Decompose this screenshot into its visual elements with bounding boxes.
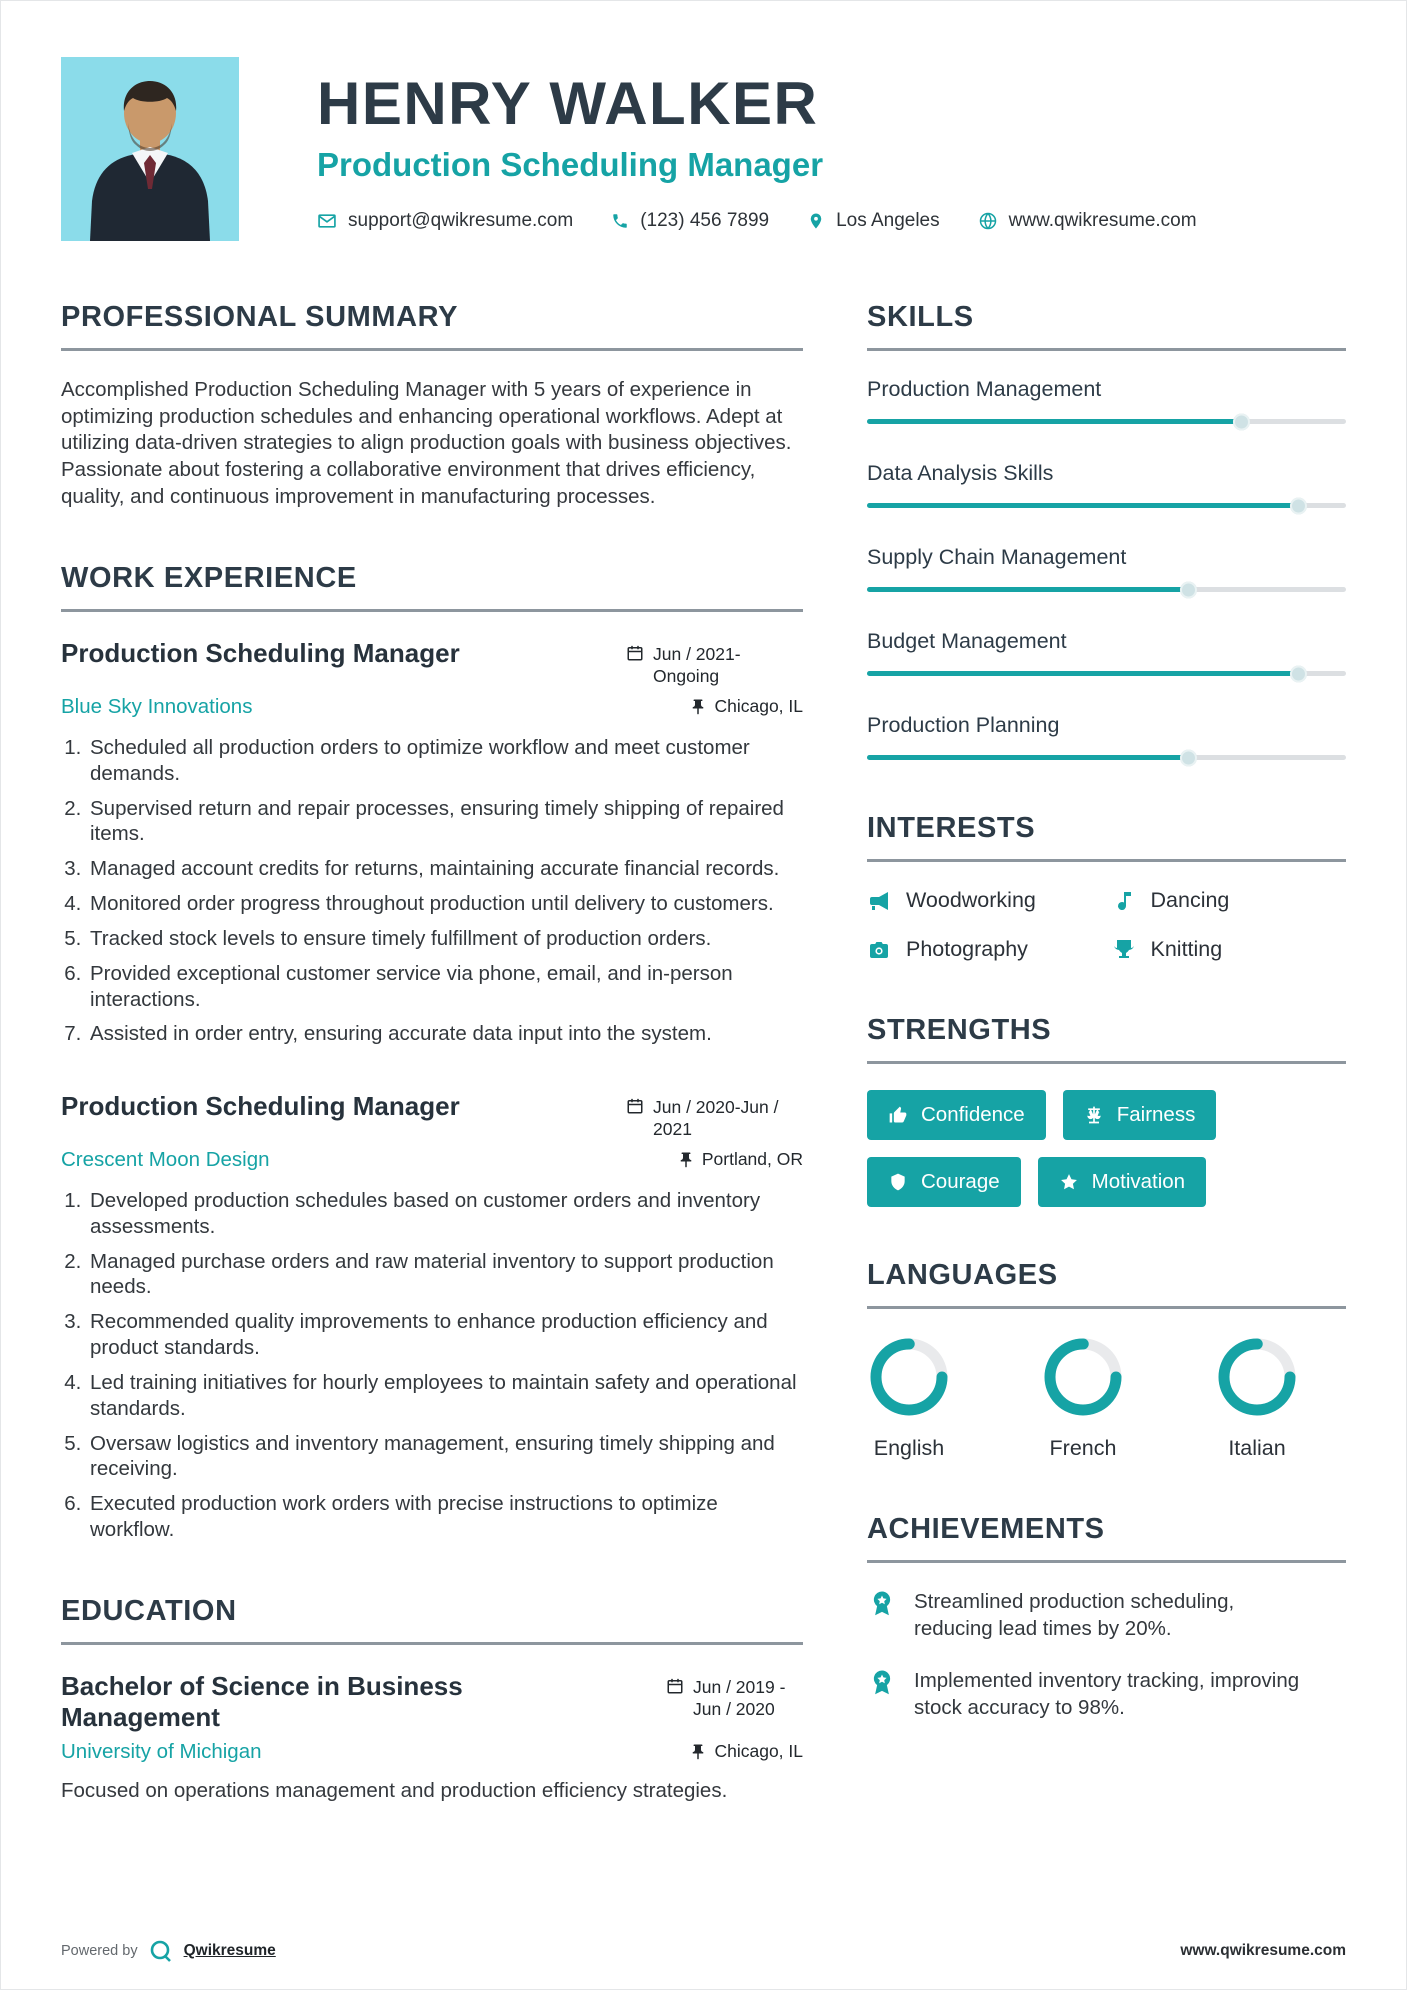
left-column — [61, 301, 803, 1805]
language-progress-ring — [867, 1335, 951, 1419]
skill-bar — [867, 587, 1346, 592]
contact-email[interactable] — [317, 210, 573, 232]
languages-heading: LANGUAGES — [867, 1259, 1346, 1309]
strength-badge: Motivation — [1038, 1157, 1206, 1207]
skill-bar — [867, 419, 1346, 424]
slider-handle — [1233, 413, 1250, 430]
resume-header — [1, 1, 1406, 241]
profile-photo — [61, 57, 239, 241]
job-title: Production Scheduling Manager — [61, 638, 460, 669]
job-bullet: 2. Managed purchase orders and raw material inventory to support production needs. — [87, 1249, 803, 1301]
calendar-icon — [626, 1097, 644, 1115]
job-location: Chicago, IL — [689, 696, 803, 717]
experience-heading: WORK EXPERIENCE — [61, 562, 803, 612]
contact-website-text: www.qwikresume.com — [1008, 210, 1197, 231]
contact-row — [317, 210, 1197, 232]
interest-item: Knitting — [1112, 937, 1347, 962]
job-bullet: 5. Oversaw logistics and inventory management, ensuring timely shipping and receiving. — [87, 1431, 803, 1483]
job-entry — [61, 1091, 803, 1543]
contact-location — [807, 210, 940, 232]
music-note-icon — [1112, 889, 1136, 913]
skill-bar — [867, 755, 1346, 760]
achievement-item: Streamlined production scheduling, reducing lead times by 20%. — [867, 1589, 1346, 1642]
interest-item: Woodworking — [867, 888, 1102, 913]
qwikresume-logo-icon — [149, 1939, 173, 1963]
languages-section — [867, 1259, 1346, 1461]
education-heading: EDUCATION — [61, 1595, 803, 1645]
globe-icon — [978, 211, 998, 231]
job-bullet: 4. Monitored order progress throughout production until delivery to customers. — [87, 891, 803, 917]
pushpin-icon — [689, 1743, 707, 1761]
job-company: Crescent Moon Design — [61, 1147, 270, 1171]
megaphone-icon — [867, 889, 891, 913]
job-bullet: 1. Scheduled all production orders to optimize workflow and meet customer demands. — [87, 735, 803, 787]
pushpin-icon — [689, 698, 707, 716]
language-item: Italian — [1215, 1335, 1299, 1461]
skill-item: Production Management — [867, 377, 1346, 424]
interest-item: Dancing — [1112, 888, 1347, 913]
pushpin-icon — [677, 1151, 695, 1169]
calendar-icon — [666, 1677, 684, 1695]
degree-title: Bachelor of Science in Business Management — [61, 1670, 463, 1732]
envelope-icon — [317, 211, 337, 231]
interests-heading: INTERESTS — [867, 812, 1346, 862]
education-entry — [61, 1671, 803, 1805]
language-item: French — [1041, 1335, 1125, 1461]
skill-item: Production Planning — [867, 713, 1346, 760]
slider-handle — [1290, 665, 1307, 682]
education-description: Focused on operations management and production efficiency strategies. — [61, 1778, 728, 1802]
language-item: English — [867, 1335, 951, 1461]
school-name: University of Michigan — [61, 1739, 262, 1763]
contact-location-text: Los Angeles — [836, 210, 940, 231]
skill-item: Data Analysis Skills — [867, 461, 1346, 508]
achievement-item: Implemented inventory tracking, improving stock accuracy to 98%. — [867, 1668, 1346, 1721]
education-location: Chicago, IL — [689, 1741, 803, 1762]
education-section — [61, 1595, 803, 1805]
profile-photo-image — [61, 57, 239, 241]
job-company: Blue Sky Innovations — [61, 694, 253, 718]
skill-item: Supply Chain Management — [867, 545, 1346, 592]
slider-handle — [1290, 497, 1307, 514]
language-progress-ring — [1215, 1335, 1299, 1419]
strength-badge: Courage — [867, 1157, 1021, 1207]
thumbs-up-icon — [888, 1105, 908, 1125]
contact-phone — [611, 210, 769, 232]
skill-bar — [867, 671, 1346, 676]
star-icon — [1059, 1172, 1079, 1192]
person-job-title: Production Scheduling Manager — [317, 146, 824, 183]
page-footer — [61, 1939, 1346, 1963]
job-title: Production Scheduling Manager — [61, 1091, 460, 1122]
job-bullet: 3. Managed account credits for returns, maintaining accurate financial records. — [87, 856, 803, 882]
experience-section — [61, 562, 803, 1543]
summary-text: Accomplished Production Scheduling Manager with 5 years of experience in optimizing production schedules and enhancing operational workflows. Adept at utilizing data-driven strategies to align production goals with business objectives. Passionate about fostering a collaborative environment that drives efficiency, quality, and continuous improvement in manufacturing processes. — [61, 378, 792, 508]
calendar-icon — [626, 644, 644, 662]
person-name: HENRY WALKER — [317, 70, 819, 137]
job-bullet: 3. Recommended quality improvements to enhance production efficiency and product standards. — [87, 1309, 803, 1361]
strength-badge: Confidence — [867, 1090, 1046, 1140]
trophy-icon — [1112, 938, 1136, 962]
right-column — [867, 301, 1346, 1748]
interest-item: Photography — [867, 937, 1102, 962]
achievements-heading: ACHIEVEMENTS — [867, 1513, 1346, 1563]
job-bullet-list — [87, 1188, 803, 1543]
summary-heading: PROFESSIONAL SUMMARY — [61, 301, 803, 351]
job-bullet: 6. Provided exceptional customer service via phone, email, and in-person interactions. — [87, 961, 803, 1013]
interests-section — [867, 812, 1346, 962]
strength-badge: Fairness — [1063, 1090, 1217, 1140]
footer-website-link[interactable]: www.qwikresume.com — [1180, 1942, 1346, 1959]
job-dates: Jun / 2021-Ongoing — [626, 638, 803, 688]
job-entry — [61, 638, 803, 1047]
job-bullet: 6. Executed production work orders with precise instructions to optimize workflow. — [87, 1491, 803, 1543]
job-bullet: 2. Supervised return and repair processes, ensuring timely shipping of repaired items. — [87, 796, 803, 848]
header-text — [317, 57, 1197, 241]
strengths-heading: STRENGTHS — [867, 1014, 1346, 1064]
contact-website[interactable] — [978, 210, 1197, 232]
job-bullet-list — [87, 735, 803, 1047]
phone-icon — [611, 212, 629, 230]
contact-email-text: support@qwikresume.com — [348, 210, 574, 231]
job-bullet: 1. Developed production schedules based on customer orders and inventory assessments. — [87, 1188, 803, 1240]
skill-item: Budget Management — [867, 629, 1346, 676]
slider-handle — [1180, 749, 1197, 766]
job-dates: Jun / 2020-Jun / 2021 — [626, 1091, 803, 1141]
slider-handle — [1180, 581, 1197, 598]
job-bullet: 5. Tracked stock levels to ensure timely fulfillment of production orders. — [87, 926, 803, 952]
skill-bar — [867, 503, 1346, 508]
scales-icon — [1084, 1105, 1104, 1125]
contact-phone-text: (123) 456 7899 — [640, 210, 770, 231]
summary-section — [61, 301, 803, 510]
powered-by: Powered by Qwikresume — [61, 1939, 276, 1963]
badge-icon — [867, 1589, 897, 1619]
education-dates: Jun / 2019 - Jun / 2020 — [666, 1671, 803, 1721]
badge-icon — [867, 1668, 897, 1698]
job-bullet: 4. Led training initiatives for hourly employees to maintain safety and operational standards. — [87, 1370, 803, 1422]
strengths-section — [867, 1014, 1346, 1207]
skills-heading: SKILLS — [867, 301, 1346, 351]
achievements-section — [867, 1513, 1346, 1722]
job-location: Portland, OR — [677, 1149, 803, 1170]
location-pin-icon — [807, 212, 825, 230]
job-bullet: 7. Assisted in order entry, ensuring accurate data input into the system. — [87, 1021, 803, 1047]
camera-icon — [867, 938, 891, 962]
qwikresume-brand-link[interactable]: Qwikresume — [183, 1942, 276, 1959]
skills-section — [867, 301, 1346, 760]
shield-icon — [888, 1172, 908, 1192]
resume-body — [1, 301, 1406, 1805]
language-progress-ring — [1041, 1335, 1125, 1419]
